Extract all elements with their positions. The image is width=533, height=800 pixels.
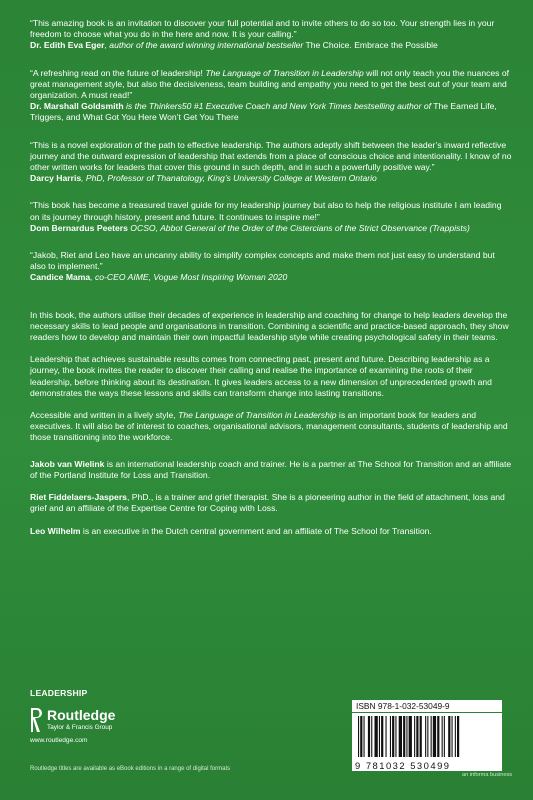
quote-author-role: , author of the award winning international bestseller: [104, 40, 304, 51]
quote-text-part: will not only teach you the nuances of great management style, but also the decisiveness, team building and empathy you need to get the best out of your team and organization. A must read!”: [30, 67, 510, 101]
barcode-bar: [444, 716, 445, 757]
barcode-bars-icon: [352, 713, 502, 759]
quote-text: “Jakob, Riet and Leo have an uncanny ability to simplify complex concepts and make them not just easy to understand but also to implement.”: [30, 250, 495, 272]
author-bios: [30, 459, 512, 537]
description-text: Accessible and written in a lively style,: [30, 410, 179, 421]
barcode-bar: [427, 716, 428, 757]
barcode-bar: [368, 716, 370, 757]
cover-text: [30, 18, 512, 548]
barcode-bar: [433, 716, 436, 757]
quote-attribution: [30, 223, 512, 234]
quote-author: Dr. Edith Eva Eger: [30, 40, 105, 51]
barcode-bar: [420, 716, 422, 757]
quote-attribution: [30, 173, 512, 184]
barcode-bar: [431, 716, 432, 757]
barcode-bar: [406, 716, 407, 757]
description-paragraph: In this book, the authors utilise their decades of experience in leadership and coaching for change to help leaders develop the necessary skills to lead people and organisations in transition. Combining a scientific and practice-based approach, they show readers how to develop and maintain their own impactful leadership style while creating psychological safety in their teams.: [30, 309, 509, 343]
quote-book-title: The Language of Transition in Leadership: [205, 67, 364, 78]
subject-category: LEADERSHIP: [30, 688, 88, 698]
author-name: Jakob van Wielink: [30, 458, 105, 469]
quote-author-role: , PhD, Professor of Thanatology, King’s University College at Western Ontario: [81, 173, 377, 184]
author-bio: [30, 492, 512, 514]
barcode-bar: [381, 716, 383, 757]
barcode-bar: [379, 716, 380, 757]
barcode-bar: [448, 716, 450, 757]
endorsement-quote: [30, 200, 512, 234]
barcode-bar: [409, 716, 412, 757]
barcode: [352, 713, 502, 771]
description-book-title: The Language of Transition in Leadership: [178, 410, 337, 421]
barcode-bar: [403, 716, 405, 757]
quote-author-role: is the Thinkers50 #1 Executive Coach and New York Times bestselling author of: [123, 101, 431, 112]
quote-author-role: , co-CEO AIME, Vogue Most Inspiring Woman 2020: [90, 272, 288, 283]
imprint-note: an informa business: [462, 772, 513, 778]
barcode-bar: [364, 716, 365, 757]
quote-author-books: The Earned Life, Triggers, and What Got You Here Won’t Get You There: [30, 101, 497, 123]
author-name: Leo Wilhelm: [30, 525, 81, 536]
quote-attribution: [30, 101, 512, 123]
barcode-bar: [414, 716, 415, 757]
author-bio-text: is an executive in the Dutch central government and an affiliate of The School for Transition.: [80, 525, 432, 536]
barcode-bar: [360, 716, 362, 757]
quote-text: “This amazing book is an invitation to discover your full potential and to invite others to do so too. Your strength lies in your freedom to choose what you do in the here and now. It is your calling.”: [30, 18, 495, 40]
endorsement-quote: [30, 18, 512, 52]
quote-text: [30, 68, 512, 102]
barcode-bar: [455, 716, 456, 757]
barcode-digits: 9 781032 530499: [355, 760, 451, 771]
endorsement-quote: [30, 68, 512, 124]
quote-author-books: The Choice. Embrace the Possible: [303, 40, 438, 51]
barcode-bar: [375, 716, 378, 757]
author-bio-text: , PhD., is a trainer and grief therapist. She is a pioneering author in the field of attachment, loss and grief and an affiliate of the Expertise Centre for Coping with Loss.: [30, 492, 505, 514]
quote-author: Dom Bernardus Peeters: [30, 222, 128, 233]
routledge-r-logo-icon: [30, 707, 42, 733]
barcode-bar: [452, 716, 453, 757]
quote-text: “This is a novel exploration of the path to effective leadership. The authors adeptly shift between the leader’s inward reflective journey and the outward expression of leadership that extends from a place of conscious choice and intentionality. I know of no other written works for leaders that cover this ground in such depth, and in such a powerfully positive way.”: [30, 139, 512, 173]
quote-author-role: OCSO, Abbot General of the Order of the Cistercians of the Strict Observance (Trappists): [127, 222, 470, 233]
publisher-name: Routledge: [47, 707, 116, 723]
barcode-bar: [416, 716, 418, 757]
barcode-bar: [425, 716, 426, 757]
quote-text-part: “A refreshing read on the future of leadership!: [30, 67, 206, 78]
quote-author: Candice Mama: [30, 272, 91, 283]
quote-text: “This book has become a treasured travel guide for my leadership journey but also to help the religious institute I am leading on its journey through history, present and future. It continues to inspire me!”: [30, 200, 502, 222]
barcode-bar: [457, 716, 459, 757]
author-bio-text: is an international leadership coach and trainer. He is a partner at The School for Transition and an affiliate of the Portland Institute for Loss and Transition.: [30, 458, 512, 480]
author-name: Riet Fiddelaers-Jaspers: [30, 492, 127, 503]
quote-attribution: [30, 272, 512, 283]
publisher-url: www.routledge.com: [30, 737, 88, 744]
barcode-bar: [358, 716, 359, 757]
isbn-barcode-block: [352, 700, 502, 772]
description-paragraph: [30, 410, 512, 444]
publisher-logo: [30, 707, 230, 747]
description-paragraph: Leadership that achieves sustainable results comes from connecting past, present and future. Describing leadership as a journey, the book invites the reader to discover their calling and realise the importance of examining the roots of their leadership, before thinking about its destination. It gives leaders access to a new dimension of unprecedented growth and demonstrates the ways these lessons and skills can transform change into lasting transitions.: [30, 354, 492, 398]
publisher-group: Taylor & Francis Group: [47, 724, 113, 731]
barcode-bar: [399, 716, 402, 757]
barcode-bar: [395, 716, 396, 757]
barcode-bar: [386, 716, 387, 757]
quote-author: Darcy Harris: [30, 173, 82, 184]
ebook-note: Routledge titles are available as eBook editions in a range of digital formats: [30, 766, 231, 772]
endorsement-quote: [30, 140, 512, 185]
endorsement-quote: [30, 250, 512, 284]
barcode-bar: [392, 716, 394, 757]
author-bio: [30, 459, 512, 481]
description-text: is an important book for leaders and executives. It will also be of interest to coaches, organisational advisors, management consultants, students of leadership and those transitioning into the workforce.: [30, 410, 508, 443]
barcode-bar: [437, 716, 439, 757]
isbn-label: ISBN 978-1-032-53049-9: [352, 700, 502, 712]
barcode-bar: [442, 716, 443, 757]
barcode-bar: [390, 716, 391, 757]
quote-author: Dr. Marshall Goldsmith: [30, 101, 124, 112]
barcode-bar: [371, 716, 372, 757]
quote-attribution: [30, 40, 512, 51]
author-bio: [30, 526, 512, 537]
